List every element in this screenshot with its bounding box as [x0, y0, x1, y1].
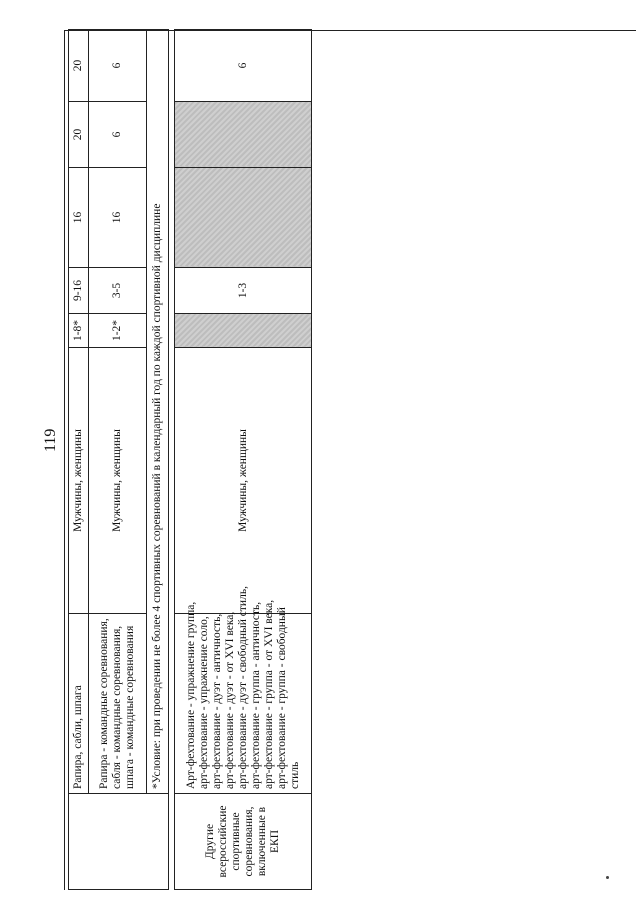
- table-row: [69, 30, 89, 890]
- value-cell-c3: 16: [89, 168, 147, 268]
- shaded-cell-c3: [175, 168, 312, 268]
- scan-dot: [606, 876, 609, 879]
- category-cell: Другие всероссийские спортивные соревнования, включенные в ЕКП: [175, 794, 312, 890]
- value-cell-c2: 1-3: [175, 268, 312, 314]
- value-cell-c4: 6: [89, 102, 147, 168]
- value-cell-c5: 6: [175, 30, 312, 102]
- category-cell-empty: [69, 794, 169, 890]
- discipline-line: арт-фехтование - группа - от XVI века,: [262, 599, 275, 789]
- discipline-line: арт-фехтование - дуэт - свободный стиль,: [236, 586, 249, 789]
- discipline-line: стиль: [288, 761, 301, 789]
- participants-cell: Мужчины, женщины: [175, 348, 312, 614]
- value-cell-c4: 20: [69, 102, 89, 168]
- discipline-line: Арт-фехтование - упражнение группа,: [184, 601, 197, 789]
- value-cell-c5: 20: [69, 30, 89, 102]
- shaded-cell-c1: [175, 314, 312, 348]
- discipline-line: арт-фехтование - дуэт - от XVI века,: [223, 611, 236, 789]
- shaded-cell-c4: [175, 102, 312, 168]
- value-cell-c1: 1-2*: [89, 314, 147, 348]
- value-cell-c2: 3-5: [89, 268, 147, 314]
- discipline-line: шпага - командные соревнования: [124, 625, 136, 789]
- participants-cell: Мужчины, женщины: [69, 348, 89, 614]
- discipline-line: сабля - командные соревнования,: [111, 625, 123, 789]
- participants-cell: Мужчины, женщины: [89, 348, 147, 614]
- value-cell-c5: 6: [89, 30, 147, 102]
- discipline-line: арт-фехтование - группа - античность,: [249, 601, 262, 789]
- condition-note: *Условие: при проведении не более 4 спортивных соревнований в календарный год по каждой спортивной дисциплине: [147, 30, 169, 794]
- value-cell-c3: 16: [69, 168, 89, 268]
- competition-table: [68, 29, 312, 890]
- discipline-line: Рапира - командные соревнования,: [98, 618, 110, 789]
- team-disciplines-cell: [89, 614, 147, 794]
- discipline-line: арт-фехтование - группа - свободный: [275, 607, 288, 789]
- table-row: [89, 30, 147, 890]
- disciplines-cell: Рапира, сабли, шпага: [69, 614, 89, 794]
- value-cell-c1: 1-8*: [69, 314, 89, 348]
- condition-row: [147, 30, 169, 890]
- value-cell-c2: 9-16: [69, 268, 89, 314]
- discipline-line: арт-фехтование - дуэт - античность,: [210, 613, 223, 789]
- page-number: 119: [42, 428, 59, 452]
- discipline-line: арт-фехтование - упражнение соло,: [197, 616, 210, 789]
- table-row: [175, 30, 312, 890]
- art-disciplines-cell: [175, 586, 312, 794]
- rotated-table-wrapper: [68, 30, 312, 890]
